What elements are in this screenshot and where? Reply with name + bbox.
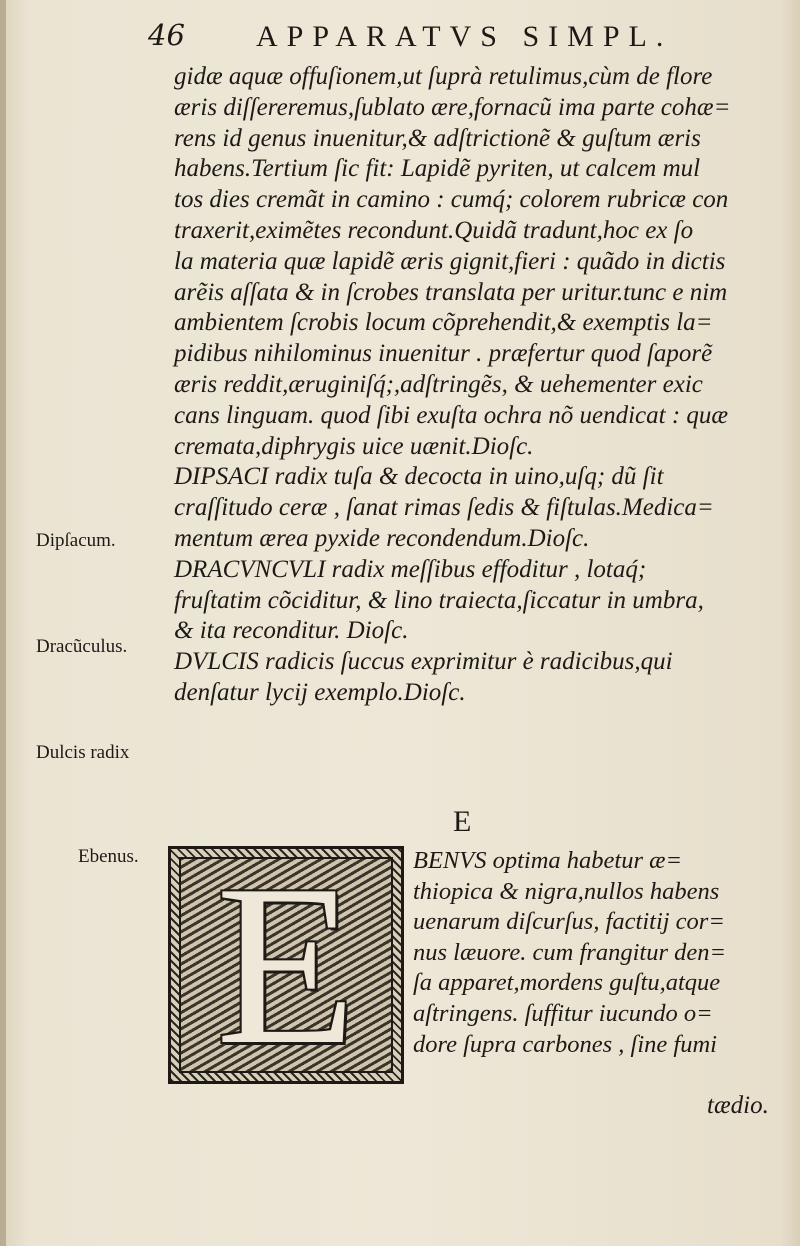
decorated-initial [168,837,404,1092]
text-line: ſa apparet,mordens guſtu,atque [413,969,721,997]
text-line: tos dies cremãt in camino : cumq́; colorem rubricæ con [174,186,729,214]
page-header [148,14,748,54]
margin-note-ebenus: Ebenus. [78,846,139,867]
text-line: æris diſſereremus,ſublato ære,fornacũ ima parte cohæ= [174,93,731,121]
text-line: cremata,diphrygis uice uænit.Dioſc. [174,432,534,460]
initial-letter: E [215,837,357,1092]
page-number: 46 [148,18,185,52]
text-line: fruſtatim cõciditur, & lino traiecta,ſiccatur in umbra, [174,586,704,614]
text-line: dore ſupra carbones , ſine fumi [413,1030,717,1058]
text-line: æris reddit,æruginiſq́;,adſtringẽs, & uehementer exic [174,370,703,398]
page-spine-edge [0,0,6,1246]
text-line: la materia quæ lapidẽ æris gignit,fieri : quãdo in dictis [174,247,726,275]
running-head: APPARATVS SIMPL. [256,20,673,53]
text-line-dipsacum: DIPSACI radix tuſa & decocta in uino,uſq; dũ ſit [174,463,664,491]
text-line: craſſitudo ceræ , ſanat rimas ſedis & fiſtulas.Medica= [174,494,714,522]
margin-note-dracunculus: Dracũculus. [36,636,128,657]
text-line: habens.Tertium ſic fit: Lapidẽ pyriten, ut calcem mul [174,155,701,183]
text-line: pidibus nihilominus inuenitur . præfertur quod ſaporẽ [174,340,713,368]
text-line: traxerit,eximẽtes recondunt.Quidã tradunt,hoc ex ſo [174,216,694,244]
final-word: tædio. [707,1092,769,1119]
margin-note-dipsacum: Dipſacum. [36,530,116,551]
text-line: nus læuore. cum frangitur den= [413,938,727,966]
text-line: rens id genus inuenitur,& adſtrictionẽ & guſtum æris [174,124,701,152]
text-line: & ita reconditur. Dioſc. [174,617,409,645]
text-line: mentum ærea pyxide recondendum.Dioſc. [174,524,590,552]
text-line: uenarum diſcurſus, factitij cor= [413,908,725,936]
text-line: denſatur lycij exemplo.Dioſc. [174,678,466,706]
text-line: arẽis aſſata & in ſcrobes translata per uritur.tunc e nim [174,278,728,306]
text-line: cans linguam. quod ſibi exuſta ochra nõ uendicat : quæ [174,401,729,429]
text-line-dulcis: DVLCIS radicis ſuccus exprimitur è radicibus,qui [174,648,673,676]
text-line: BENVS optima habetur æ= [413,847,683,874]
margin-note-dulcis-radix: Dulcis radix [36,742,130,763]
ebenus-text-block [413,846,773,1060]
text-line: ambientem ſcrobis locum cõprehendit,& exemptis la= [174,309,713,337]
text-line: aſtringens. ſuffitur iucundo o= [413,999,713,1027]
section-letter: E [453,805,472,838]
text-line-dracunculus: DRACVNCVLI radix meſſibus effoditur , lotaq́; [174,555,647,583]
text-line: gidæ aquæ offuſionem,ut ſuprà retulimus,cùm de flore [174,63,713,90]
main-text-block [174,62,774,709]
text-line: thiopica & nigra,nullos habens [413,877,720,905]
